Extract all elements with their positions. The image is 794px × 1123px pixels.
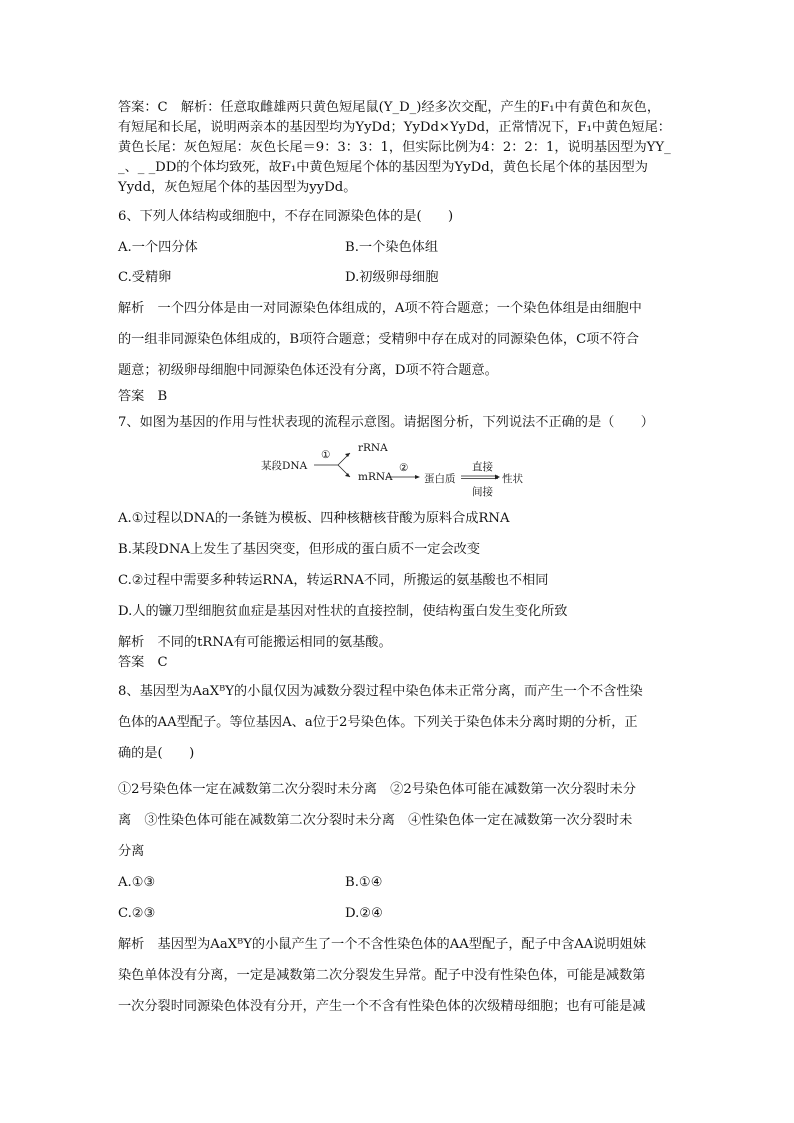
text-line: ①2号染色体一定在减数第二次分裂时未分离 ②2号染色体可能在减数第一次分裂时未分: [118, 782, 636, 797]
q6-analysis: [118, 293, 678, 386]
q6-stem: [118, 207, 678, 227]
text-line: 确的是( ): [118, 746, 195, 761]
text-line: 解析 基因型为AaXᴮY的小鼠产生了一个不含性染色体的AA型配子，配子中含AA说明姐妹: [118, 937, 647, 952]
option-b: B.①④: [345, 875, 383, 890]
text-line: 8、基因型为AaXᴮY的小鼠仅因为减数分裂过程中染色体未正常分离，而产生一个不含性染: [118, 684, 643, 699]
q8-stem: [118, 676, 678, 769]
option-b: B.某段DNA上发生了基因突变，但形成的蛋白质不一定会改变: [118, 542, 481, 557]
diagram-direct-label: 直接: [472, 461, 493, 473]
diagram-step2-label: ②: [399, 462, 409, 474]
text-line: 染色单体没有分离，一定是减数第二次分裂发生异常。配子中没有性染色体，可能是减数第: [118, 968, 646, 983]
question-stem: 7、如图为基因的作用与性状表现的流程示意图。请据图分析，下列说法不正确的是（ ）: [118, 415, 654, 430]
text-line: 色体的AA型配子。等位基因A、a位于2号染色体。下列关于染色体未分离时期的分析，正: [118, 715, 638, 730]
text-line: _、_ _DD的个体均致死，故F₁中黄色短尾个体的基因型为YyDd，黄色长尾个体的基因型为: [118, 160, 648, 175]
option-c: C.②③: [118, 906, 156, 921]
option-d: D.初级卵母细胞: [345, 270, 439, 285]
gene-expression-flow-diagram: [258, 440, 558, 500]
text-line: 分离: [118, 844, 145, 859]
text-line: 离 ③性染色体可能在减数第二次分裂时未分离 ④性染色体一定在减数第一次分裂时未: [118, 813, 633, 828]
option-d: D.②④: [345, 906, 383, 921]
option-c: C.受精卵: [118, 270, 172, 285]
diagram-trait-label: 性状: [502, 473, 523, 485]
diagram-dna-label: 某段DNA: [261, 460, 308, 472]
option-a: A.一个四分体: [118, 240, 198, 255]
text-line: Yydd，灰色短尾个体的基因型为yyDd。: [118, 180, 357, 195]
q8-statements: [118, 774, 678, 867]
diagram-step1-label: ①: [321, 449, 331, 461]
analysis-line: 解析 不同的tRNA有可能搬运相同的氨基酸。: [118, 635, 392, 650]
text-line: 的一组非同源染色体组成的，B项符合题意；受精卵中存在成对的同源染色体，C项不符合: [118, 332, 639, 347]
q8-analysis: [118, 929, 678, 1022]
question-stem: 6、下列人体结构或细胞中，不存在同源染色体的是( ): [118, 209, 454, 224]
text-line: 一次分裂时同源染色体没有分开，产生一个不含有性染色体的次级精母细胞；也有可能是减: [118, 999, 646, 1014]
text-line: 黄色长尾：灰色短尾：灰色长尾＝9：3：3：1，但实际比例为4：2：2：1，说明基因型为YY_: [118, 140, 671, 155]
q7-analysis: [118, 633, 678, 673]
diagram-rrna-label: rRNA: [358, 442, 388, 454]
arrow-2-head: [415, 475, 420, 479]
q7-options: [118, 503, 678, 627]
text-line: 解析 一个四分体是由一对同源染色体组成的，A项不符合题意；一个染色体组是由细胞中: [118, 301, 642, 316]
diagram-mrna-label: mRNA: [358, 471, 393, 483]
text-line: 答案：C 解析：任意取雌雄两只黄色短尾鼠(Y_D_)经多次交配，产生的F₁中有黄色和灰色，: [118, 100, 661, 115]
answer-line: 答案 B: [118, 389, 168, 404]
option-a: A.①③: [118, 875, 156, 890]
option-b: B.一个染色体组: [345, 240, 439, 255]
option-d: D.人的镰刀型细胞贫血症是基因对性状的直接控制，使结构蛋白发生变化所致: [118, 604, 568, 619]
answer-line: 答案 C: [118, 655, 168, 670]
arrow-mrna-head: [345, 473, 350, 477]
q6-answer: [118, 387, 678, 407]
diagram-indirect-label: 间接: [472, 486, 493, 498]
q8-options-row-2: [118, 904, 678, 924]
q5-answer-analysis: [118, 98, 678, 198]
text-line: 题意；初级卵母细胞中同源染色体还没有分离，D项不符合题意。: [118, 363, 498, 378]
option-a: A.①过程以DNA的一条链为模板、四种核糖核苷酸为原料合成RNA: [118, 511, 510, 526]
arrow-rrna-head: [345, 453, 350, 457]
q8-options-row-1: [118, 873, 678, 893]
q6-options-row-1: [118, 238, 678, 258]
diagram-protein-label: 蛋白质: [424, 473, 456, 485]
q7-stem: [118, 413, 678, 433]
q6-options-row-2: [118, 268, 678, 288]
text-line: 有短尾和长尾，说明两亲本的基因型均为YyDd；YyDd×YyDd，正常情况下，F₁中黄色短尾：: [118, 120, 671, 135]
option-c: C.②过程中需要多种转运RNA，转运RNA不同，所搬运的氨基酸也不相同: [118, 573, 549, 588]
